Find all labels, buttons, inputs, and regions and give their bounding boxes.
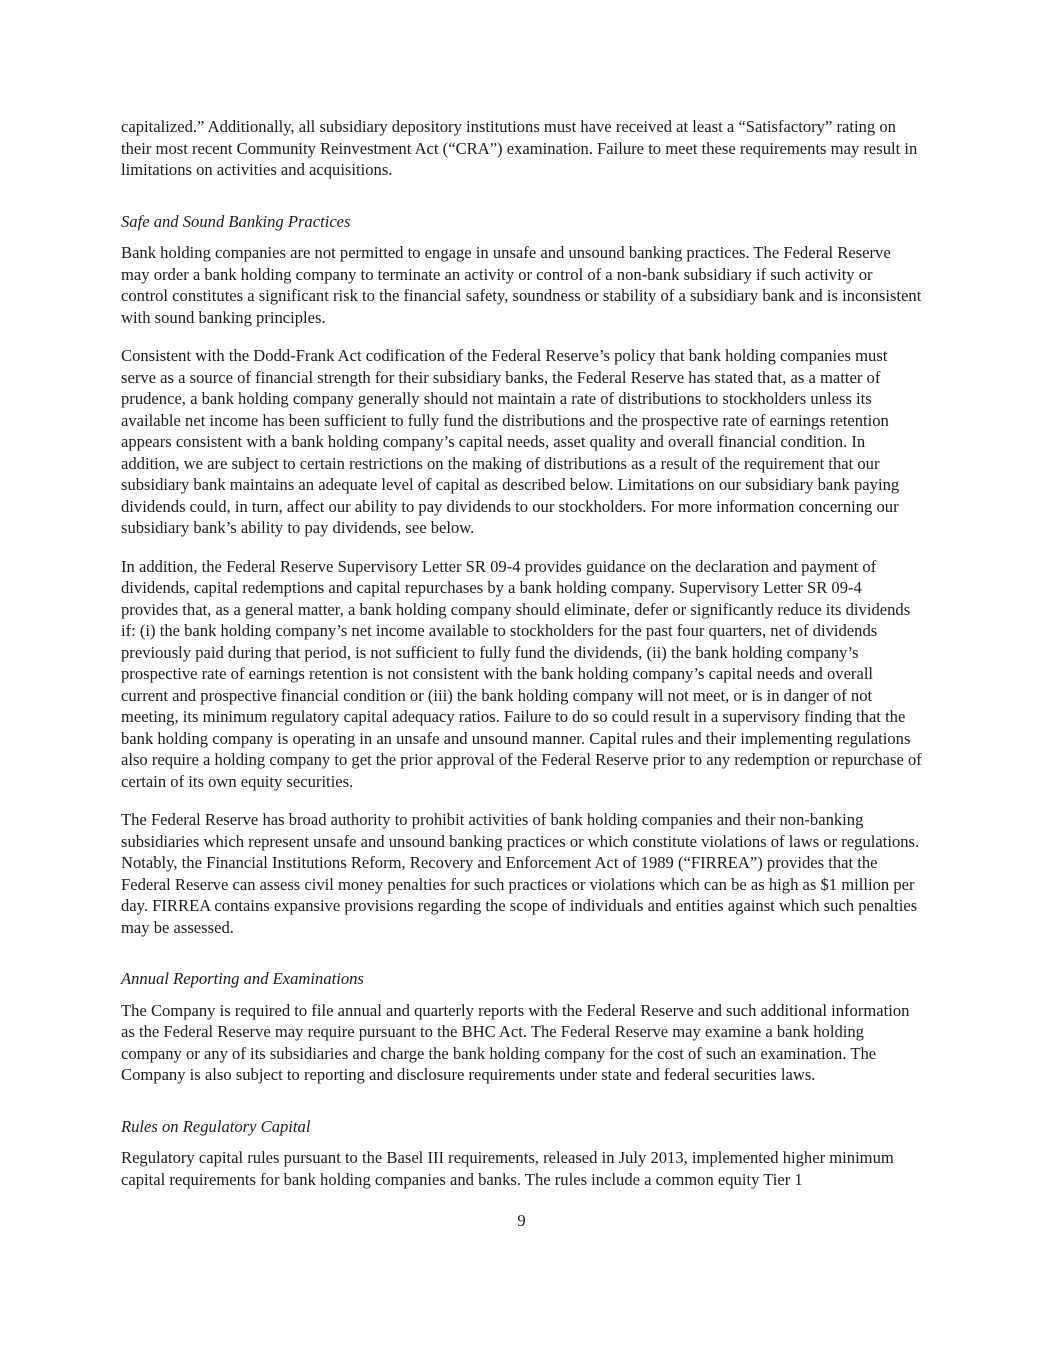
paragraph-sr-09-4-dividends: In addition, the Federal Reserve Supervisory Letter SR 09-4 provides guidance on the declaration and payment of dividends, capital redemptions and capital repurchases by a bank holding company. Supervisory Letter SR 09-4 provides that, as a general matter, a bank holding company should eliminate, defer or significantly reduce its dividends if: (i) the bank holding company’s net income available to stockholders for the past four quarters, net of dividends previously paid during that period, is not sufficient to fully fund the dividends, (ii) the bank holding company’s prospective rate of earnings retention is not consistent with the bank holding company’s capital needs and overall current and prospective financial condition or (iii) the bank holding company will not meet, or is in danger of not meeting, its minimum regulatory capital adequacy ratios. Failure to do so could result in a supervisory finding that the bank holding company is operating in an unsafe and unsound manner. Capital rules and their implementing regulations also require a holding company to get the prior approval of the Federal Reserve prior to any redemption or repurchase of certain of its own equity securities. xyxy=(121,556,922,791)
paragraph-unsafe-unsound-practices: Bank holding companies are not permitted to engage in unsafe and unsound banking practices. The Federal Reserve may order a bank holding company to terminate an activity or control of a non-bank subsidiary if such activity or control constitutes a significant risk to the financial safety, soundness or stability of a subsidiary bank and is inconsistent with sound banking principles. xyxy=(121,243,922,327)
paragraph-dodd-frank-source-of-strength: Consistent with the Dodd-Frank Act codification of the Federal Reserve’s policy that bank holding companies must serve as a source of financial strength for their subsidiary banks, the Federal Reserve has stated that, as a matter of prudence, a bank holding company generally should not maintain a rate of distributions to stockholders unless its available net income has been sufficient to fully fund the distributions and the prospective rate of earnings retention appears consistent with a bank holding company’s capital needs, asset quality and overall financial condition. In addition, we are subject to certain restrictions on the making of distributions as a result of the requirement that our subsidiary bank maintains an adequate level of capital as described below. Limitations on our subsidiary bank paying dividends could, in turn, affect our ability to pay dividends to our stockholders. For more information concerning our subsidiary bank’s ability to pay dividends, see below. xyxy=(121,346,900,537)
section-heading-rules-on-regulatory-capital: Rules on Regulatory Capital xyxy=(121,1116,311,1136)
paragraph-capitalized-continuation: capitalized.” Additionally, all subsidiary depository institutions must have received at least a “Satisfactory” rating on their most recent Community Reinvestment Act (“CRA”) examination. Failure to meet these requirements may result in limitations on activities and acquisitions. xyxy=(121,117,918,179)
paragraph-firrea-penalties: The Federal Reserve has broad authority to prohibit activities of bank holding companies and their non-banking subsidiaries which represent unsafe and unsound banking practices or which constitute violations of laws or regulations. Notably, the Financial Institutions Reform, Recovery and Enforcement Act of 1989 (“FIRREA”) provides that the Federal Reserve can assess civil money penalties for such practices or violations which can be as high as $1 million per day. FIRREA contains expansive provisions regarding the scope of individuals and entities against which such penalties may be assessed. xyxy=(121,810,920,937)
section-heading-safe-and-sound-banking-practices: Safe and Sound Banking Practices xyxy=(121,211,351,231)
paragraph-basel-iii-capital-rules: Regulatory capital rules pursuant to the Basel III requirements, released in July 2013, implemented higher minimum capital requirements for bank holding companies and banks. The rules include a common equity Tier 1 xyxy=(121,1148,894,1189)
section-heading-annual-reporting-and-examinations: Annual Reporting and Examinations xyxy=(121,969,364,988)
page-number: 9 xyxy=(517,1211,526,1230)
paragraph-annual-quarterly-reports: The Company is required to file annual and quarterly reports with the Federal Reserve and such additional information as the Federal Reserve may require pursuant to the BHC Act. The Federal Reserve may examine a bank holding company or any of its subsidiaries and charge the bank holding company for the cost of such an examination. The Company is also subject to reporting and disclosure requirements under state and federal securities laws. xyxy=(121,1000,910,1084)
